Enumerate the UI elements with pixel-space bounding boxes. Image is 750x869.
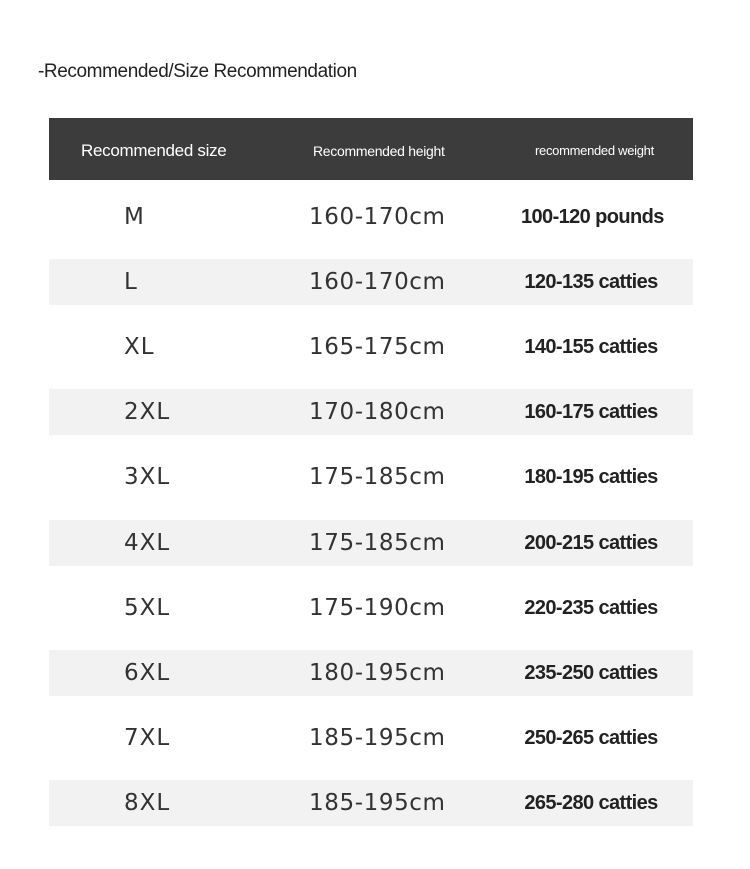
weight-cell: 235-250 catties xyxy=(524,662,658,684)
size-cell: 6XL xyxy=(124,660,171,686)
size-cell: 5XL xyxy=(124,595,171,621)
table-row xyxy=(49,715,693,761)
table-row xyxy=(49,454,693,500)
size-cell: M xyxy=(124,204,145,230)
table-row xyxy=(49,650,693,696)
height-cell: 180-195cm xyxy=(309,660,446,686)
section-title: -Recommended/Size Recommendation xyxy=(38,61,357,82)
table-row xyxy=(49,520,693,566)
weight-cell: 160-175 catties xyxy=(524,401,658,423)
weight-cell: 140-155 catties xyxy=(524,336,658,358)
table-header xyxy=(49,118,693,180)
size-cell: 3XL xyxy=(124,464,171,490)
weight-cell: 100-120 pounds xyxy=(521,206,664,228)
weight-cell: 120-135 catties xyxy=(524,271,658,293)
weight-cell: 220-235 catties xyxy=(524,597,658,619)
height-cell: 170-180cm xyxy=(309,399,446,425)
table-row xyxy=(49,780,693,826)
size-cell: 4XL xyxy=(124,530,171,556)
height-cell: 175-185cm xyxy=(309,530,446,556)
height-cell: 185-195cm xyxy=(309,725,446,751)
table-row xyxy=(49,259,693,305)
height-cell: 160-170cm xyxy=(309,204,446,230)
header-recommended-height: Recommended height xyxy=(313,143,445,159)
weight-cell: 180-195 catties xyxy=(524,466,658,488)
table-row xyxy=(49,585,693,631)
size-cell: 8XL xyxy=(124,790,171,816)
weight-cell: 250-265 catties xyxy=(524,727,658,749)
size-cell: 7XL xyxy=(124,725,171,751)
height-cell: 175-185cm xyxy=(309,464,446,490)
header-recommended-size: Recommended size xyxy=(81,141,227,160)
size-cell: XL xyxy=(124,334,155,360)
size-cell: L xyxy=(124,269,138,295)
height-cell: 175-190cm xyxy=(309,595,446,621)
table-row xyxy=(49,324,693,370)
table-row xyxy=(49,389,693,435)
height-cell: 185-195cm xyxy=(309,790,446,816)
height-cell: 165-175cm xyxy=(309,334,446,360)
table-row xyxy=(49,194,693,240)
weight-cell: 200-215 catties xyxy=(524,532,658,554)
height-cell: 160-170cm xyxy=(309,269,446,295)
header-recommended-weight: recommended weight xyxy=(535,143,654,158)
size-chart-table xyxy=(49,118,693,816)
weight-cell: 265-280 catties xyxy=(524,792,658,814)
size-cell: 2XL xyxy=(124,399,171,425)
